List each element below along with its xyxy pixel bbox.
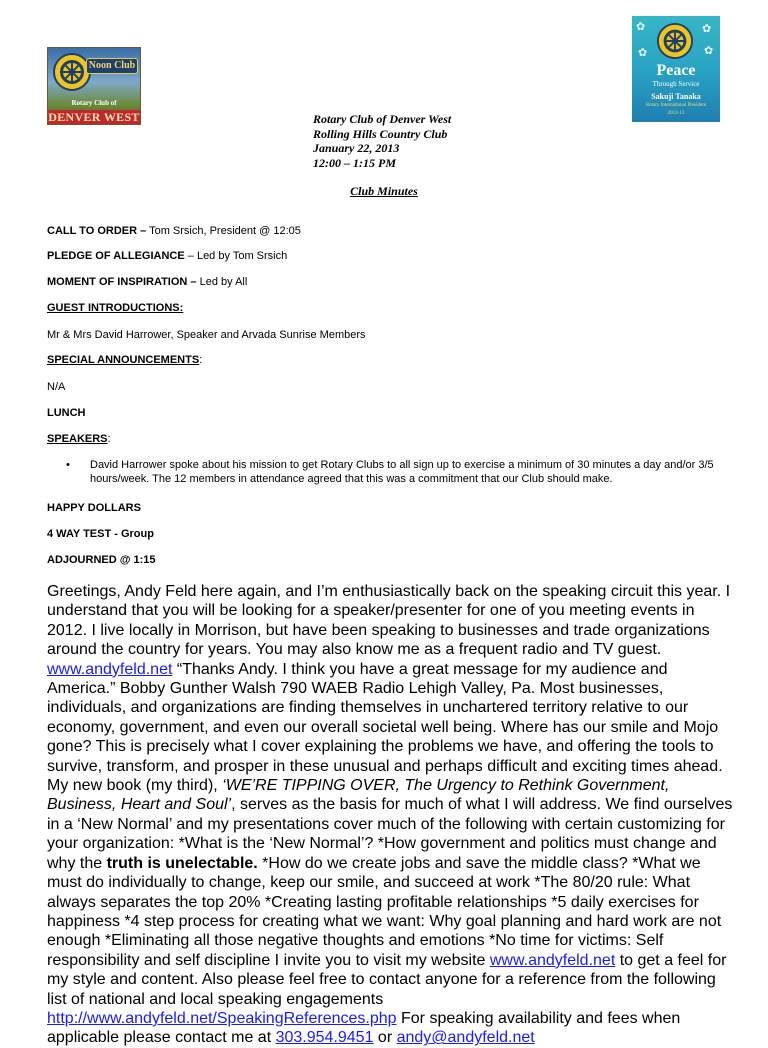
guest-introductions-heading: [47, 301, 183, 315]
speaker-summary: David Harrower spoke about his mission to get Rotary Clubs to all sign up to exercise a minimum of 30 minutes a day and/or 3/5 hours/week. The 12 members in attendance agreed that this was a commitment that our Club should make.: [90, 459, 714, 485]
email-link[interactable]: andy@andyfeld.net: [396, 1029, 535, 1047]
logo-person: Sakuji Tanaka: [651, 92, 701, 101]
venue: Rolling Hills Country Club: [313, 126, 448, 141]
four-way-test-heading: 4 WAY TEST - Group: [47, 528, 154, 540]
rotary-denver-west-logo: [47, 47, 141, 125]
document-title: Club Minutes: [350, 184, 418, 198]
logo-title: Peace: [656, 62, 696, 79]
logo-line-denver-west: DENVER WEST: [48, 110, 140, 124]
letter-text: Greetings, Andy Feld here again, and I’m enthusiastically back on the speaking circuit this year. I understand that you will be looking for a speaker/presenter for one of you meeting events in 2012. I live locally in Morrison, but have been speaking to businesses and trade organizations around the country for years. You may also know me as a frequent radio and TV guest.: [47, 583, 731, 659]
bullet-icon: •: [66, 459, 70, 471]
noon-club-badge: Noon Club: [86, 58, 138, 74]
rotary-wheel-icon: [656, 22, 694, 60]
letter-text: or: [373, 1029, 397, 1047]
happy-dollars-heading: HAPPY DOLLARS: [47, 502, 141, 514]
section-label: CALL TO ORDER –: [47, 225, 147, 237]
speaker-letter: [47, 582, 737, 1047]
section-text: – Led by Tom Srsich: [184, 250, 288, 262]
section-label: SPECIAL ANNOUNCEMENTS: [47, 354, 200, 366]
call-to-order: [47, 224, 301, 238]
section-label: PLEDGE OF ALLEGIANCE: [47, 250, 185, 262]
letter-text: *How do we create jobs and save the middle class? *What we must do individually to change, keep our smile, and succeed at work *The 80/20 rule: What always separates the top 20% *Creating lasting profitable relationships *5 daily exercises for happiness *4 step process for creating what we want: Why goal planning and hard work are not enough *Eliminating all those negative thoughts and emotions *No time for victims: Self responsibility and self discipline I invite you to visit my website: [47, 854, 722, 969]
section-text: Led by All: [196, 276, 248, 288]
pledge-of-allegiance: [47, 249, 287, 263]
guest-introductions-text: Mr & Mrs David Harrower, Speaker and Arvada Sunrise Members: [47, 329, 366, 341]
flower-icon: ✿: [704, 45, 714, 57]
meeting-time: 12:00 – 1:15 PM: [313, 155, 396, 170]
letter-text: to get a feel for my style and content. Also please feel free to contact anyone for a reference from the following list of national and local speaking engagements: [47, 951, 727, 1008]
phone-link[interactable]: 303.954.9451: [275, 1029, 374, 1047]
letter-text: , serves as the basis for much of what I will address. We find ourselves in a ‘New Normal’ and my presentations cover much of the following with certain customizing for your organization: *What is the ‘New Normal’? *How government and politics must change and why the: [47, 796, 733, 872]
logo-role: Rotary International President: [645, 103, 707, 108]
letter-text: “Thanks Andy. I think you have a great message for my audience and America.” Bobby Gunther Walsh 790 WAEB Radio Lehigh Valley, Pa. Most businesses, individuals, and organizations are finding themselves in unchartered territory relative to our economy, government, and even our overall societal well being. Where has our smile and Mojo gone? This is precisely what I cover explaining the problems we have, and offering the tools to survive, transform, and prosper in these unusual and perhaps difficult and exciting times ahead. My new book (my third),: [47, 660, 723, 795]
website-link[interactable]: www.andyfeld.net: [47, 660, 173, 678]
special-announcements-text: N/A: [47, 381, 66, 393]
section-colon: :: [199, 354, 203, 366]
lunch-heading: LUNCH: [47, 407, 86, 419]
flower-icon: ✿: [636, 21, 646, 33]
adjourned-heading: ADJOURNED @ 1:15: [47, 554, 156, 566]
meeting-date: January 22, 2013: [313, 141, 400, 155]
flower-icon: ✿: [638, 47, 648, 59]
letter-text: For speaking availability and fees when applicable please contact me at: [47, 1009, 681, 1047]
flower-icon: ✿: [702, 23, 712, 35]
section-colon: :: [107, 433, 111, 445]
section-label: GUEST INTRODUCTIONS:: [47, 302, 184, 314]
section-label: SPEAKERS: [47, 433, 108, 445]
book-title: ‘WE’RE TIPPING OVER, The Urgency to Rethink Government, Business, Heart and Soul’: [47, 777, 670, 814]
bold-phrase: truth is unelectable.: [106, 854, 258, 872]
section-text: Tom Srsich, President @ 12:05: [146, 225, 301, 237]
speaker-bullet-item: [66, 458, 746, 486]
speakers-heading: [47, 432, 111, 446]
peace-through-service-logo: [632, 16, 720, 122]
logo-line-rotary-club-of: Rotary Club of: [71, 99, 117, 107]
website-link[interactable]: www.andyfeld.net: [489, 951, 616, 969]
meeting-header: [313, 112, 451, 170]
org-name: Rotary Club of Denver West: [313, 112, 452, 126]
logo-subtitle: Through Service: [652, 80, 700, 88]
section-label: MOMENT OF INSPIRATION –: [47, 276, 197, 288]
special-announcements-heading: [47, 353, 202, 367]
moment-of-inspiration: [47, 275, 247, 289]
references-link[interactable]: http://www.andyfeld.net/SpeakingReferences.php: [47, 1009, 397, 1027]
logo-years: 2012-13: [667, 111, 685, 116]
